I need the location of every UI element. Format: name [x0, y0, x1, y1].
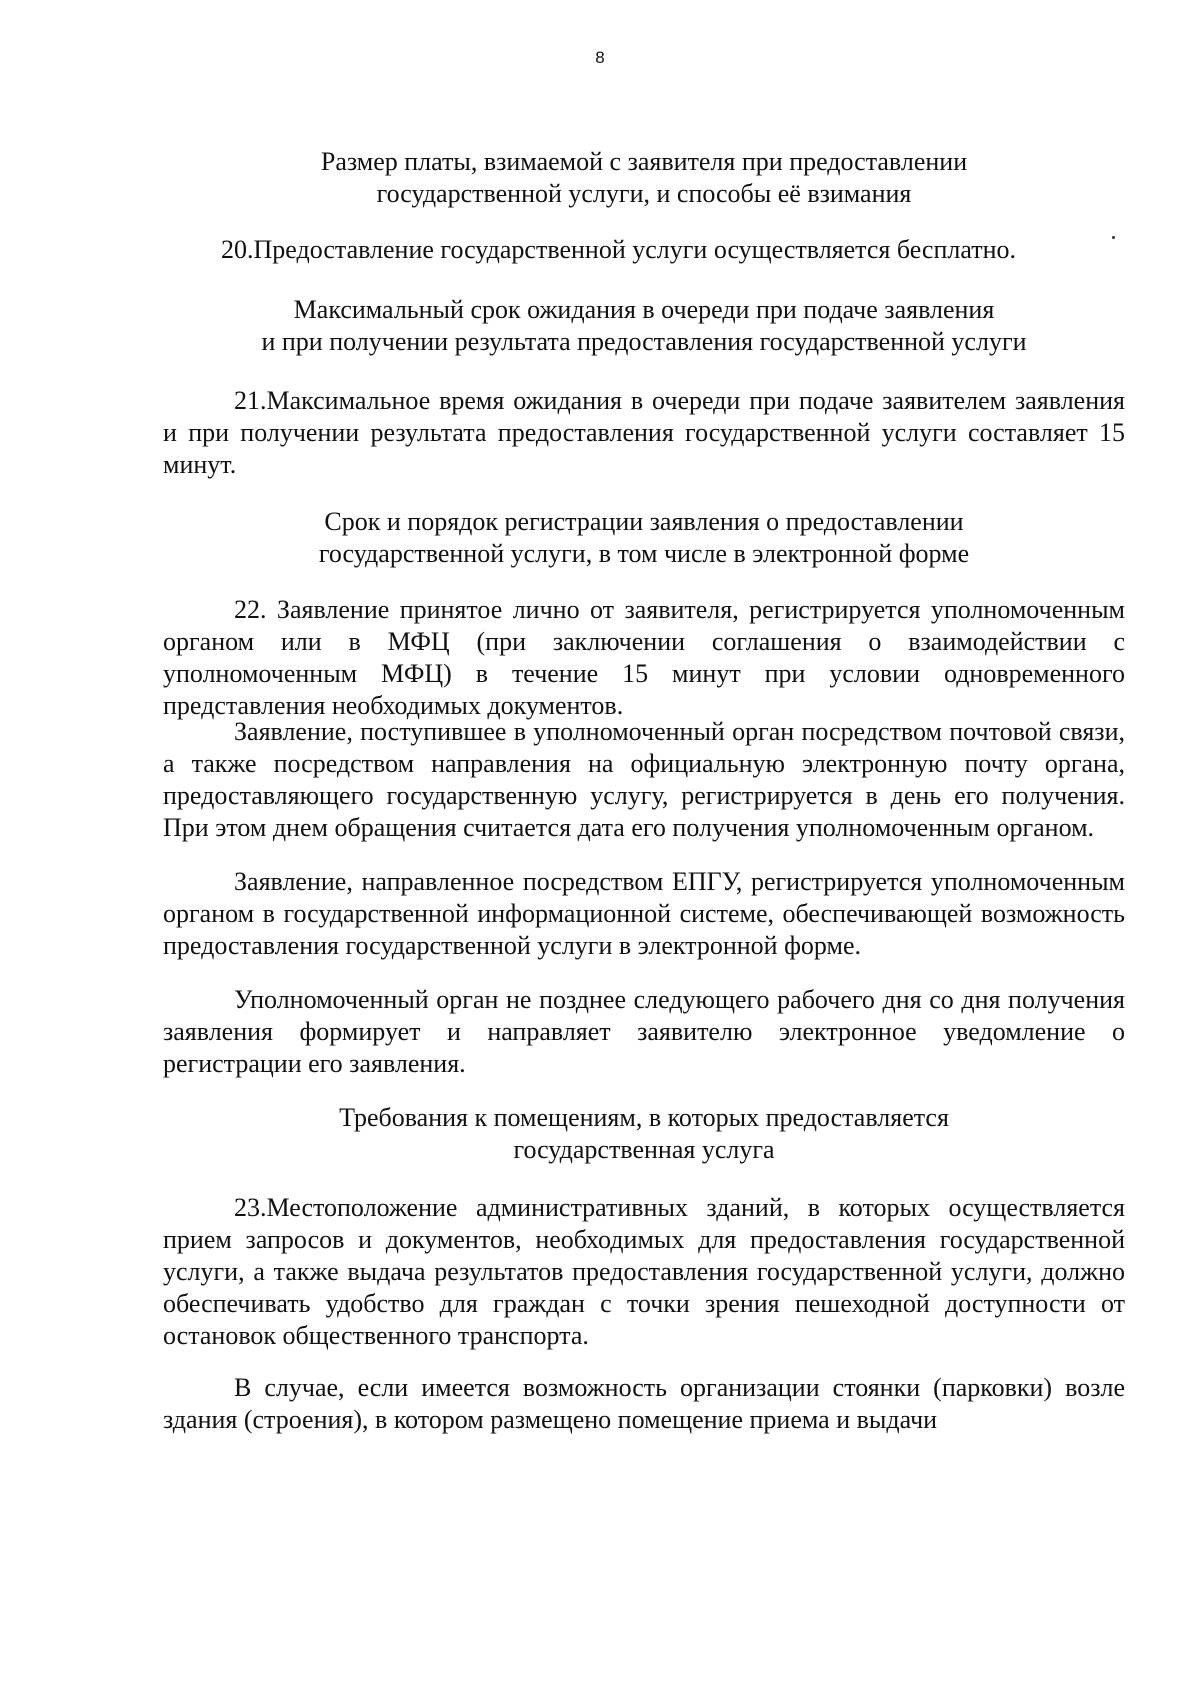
paragraph-20: 20.Предоставление государственной услуги осуществляется бесплатно.	[221, 235, 1017, 264]
section-heading-registration	[160, 506, 1128, 570]
section-heading-premises	[160, 1102, 1128, 1166]
paragraph-22-epgu: Заявление, направленное посредством ЕПГУ, регистрируется уполномоченным органом в государственной информационной системе, обеспечивающей возможность предоставления государственной услуги в электронной форме.	[163, 867, 1125, 960]
heading-line: Размер платы, взимаемой с заявителя при предоставлении	[320, 147, 968, 176]
heading-line: государственной услуги, в том числе в электронной форме	[318, 539, 970, 568]
section-heading-fee	[160, 146, 1128, 210]
heading-line: государственной услуги, и способы её взимания	[376, 179, 912, 208]
page-number: 8	[595, 48, 605, 67]
paragraph-22: 22. Заявление принятое лично от заявителя, регистрируется уполномоченным органом или в МФЦ (при заключении соглашения о взаимодействии с уполномоченным МФЦ) в течение 15 минут при условии одновременного представления необходимых документов.	[163, 595, 1125, 720]
heading-line: государственная услуга	[513, 1135, 775, 1164]
paragraph-22-notification: Уполномоченный орган не позднее следующего рабочего дня со дня получения заявления формирует и направляет заявителю электронное уведомление о регистрации его заявления.	[163, 985, 1125, 1078]
heading-line: Срок и порядок регистрации заявления о предоставлении	[324, 507, 964, 536]
paragraph-23-parking: В случае, если имеется возможность организации стоянки (парковки) возле здания (строения), в котором размещено помещение приема и выдачи	[163, 1373, 1125, 1434]
heading-line: Требования к помещениям, в которых предоставляется	[339, 1103, 949, 1132]
section-heading-queue-time	[160, 294, 1128, 358]
paragraph-22-postal: Заявление, поступившее в уполномоченный орган посредством почтовой связи, а также посредством направления на официальную электронную почту органа, предоставляющего государственную услугу, регистрируется в день его получения. При этом днем обращения считается дата его получения уполномоченным органом.	[163, 717, 1125, 842]
paragraph-23: 23.Местоположение административных зданий, в которых осуществляется прием запросов и документов, необходимых для предоставления государственной услуги, а также выдача результатов предоставления государственной услуги, должно обеспечивать удобство для граждан с точки зрения пешеходной доступности от остановок общественного транспорта.	[163, 1193, 1125, 1350]
heading-line: Максимальный срок ожидания в очереди при подаче заявления	[293, 295, 995, 324]
paragraph-21: 21.Максимальное время ожидания в очереди при подаче заявителем заявления и при получении результата предоставления государственной услуги составляет 15 минут.	[163, 386, 1125, 479]
heading-line: и при получении результата предоставления государственной услуги	[261, 327, 1027, 356]
